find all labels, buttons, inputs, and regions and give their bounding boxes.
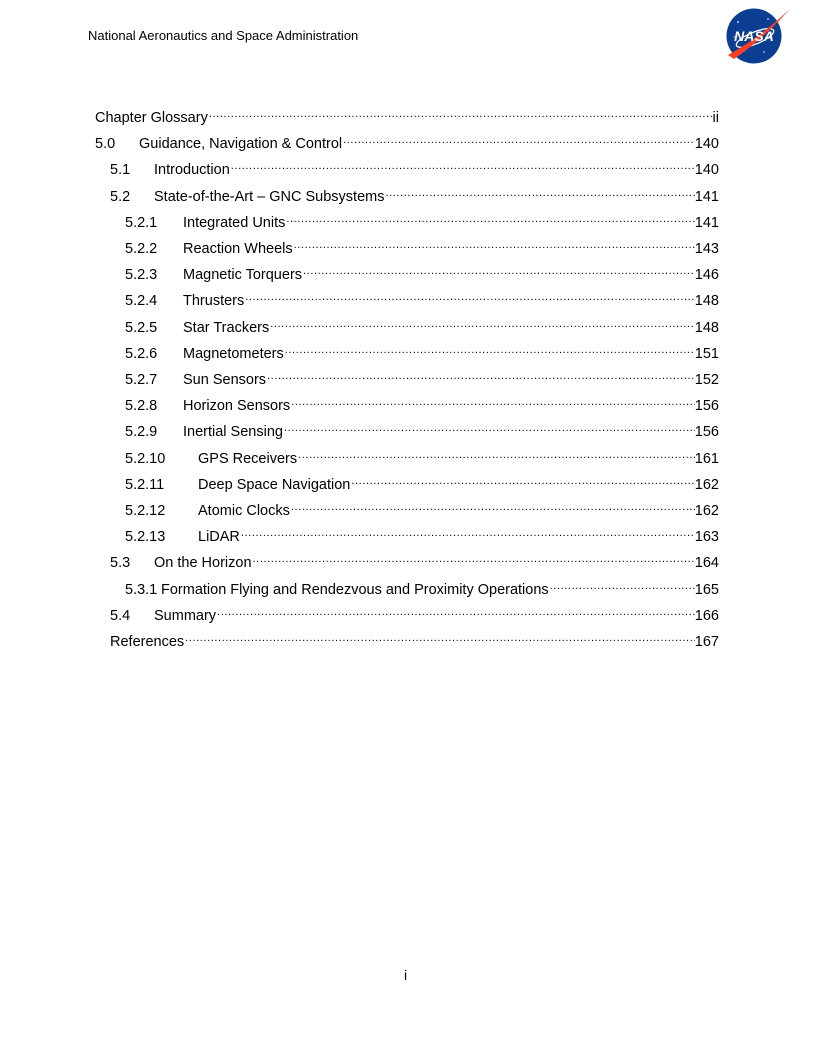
toc-entry[interactable] (125, 338, 719, 362)
toc-entry-page[interactable]: 163 (694, 529, 719, 546)
toc-entry-number: 5.2.3 (125, 267, 158, 284)
toc-entry-page[interactable]: 152 (694, 372, 719, 388)
toc-dot-leader (208, 102, 713, 122)
toc-entry-page[interactable]: 151 (694, 345, 719, 362)
toc-entry[interactable] (125, 469, 719, 493)
toc-entry-number: 5.2.4 (125, 293, 158, 310)
toc-entry-page[interactable]: 161 (694, 450, 719, 467)
toc-entry-page[interactable]: 162 (694, 476, 719, 493)
toc-entry-page[interactable]: 167 (694, 634, 719, 650)
toc-dot-leader (342, 128, 695, 148)
toc-dot-leader (240, 521, 695, 541)
toc-entry-title[interactable]: Chapter Glossary (95, 110, 208, 126)
toc-dot-leader (290, 495, 695, 515)
toc-entry[interactable] (125, 285, 719, 310)
toc-entry[interactable] (110, 626, 719, 650)
toc-dot-leader (266, 364, 695, 384)
toc-entry-title[interactable]: Formation Flying and Rendezvous and Proximity Operations (161, 581, 549, 598)
toc-entry-number: 5.2.11 (125, 476, 165, 493)
toc-entry[interactable] (125, 259, 719, 284)
toc-entry-number: 5.3 (110, 555, 131, 572)
toc-entry[interactable] (125, 574, 719, 598)
toc-entry-number: 5.2.6 (125, 345, 158, 362)
toc-dot-leader (269, 312, 695, 332)
toc-entry[interactable] (125, 207, 719, 231)
toc-entry-number: 5.2.7 (125, 372, 158, 388)
toc-entry-number: 5.2.13 (125, 529, 166, 546)
toc-entry-number: 5.2.9 (125, 424, 158, 441)
toc-entry[interactable] (125, 495, 719, 519)
toc-entry[interactable] (125, 233, 719, 257)
toc-entry-page[interactable]: 143 (694, 241, 719, 257)
toc-entry-title[interactable]: Star Trackers (183, 319, 270, 336)
toc-entry[interactable] (110, 600, 719, 624)
toc-entry-title[interactable]: Magnetic Torquers (183, 267, 303, 284)
toc-entry-title[interactable]: LiDAR (198, 529, 240, 546)
toc-dot-leader (216, 600, 695, 620)
toc-entry-page[interactable]: 140 (694, 136, 719, 153)
toc-dot-leader (285, 207, 694, 227)
toc-entry-title[interactable]: Inertial Sensing (183, 424, 283, 441)
toc-dot-leader (302, 259, 695, 279)
toc-entry-title[interactable]: Summary (154, 607, 217, 624)
toc-entry-number: 5.3.1 (125, 581, 158, 598)
toc-entry[interactable] (125, 416, 719, 441)
toc-entry-number: 5.2.1 (125, 214, 158, 231)
header-organization: National Aeronautics and Space Administration (88, 28, 359, 43)
toc-entry[interactable] (110, 154, 719, 179)
page-number: i (404, 967, 408, 983)
toc-entry-page[interactable]: 148 (694, 319, 719, 336)
toc-entry-page[interactable]: 162 (694, 503, 719, 519)
toc-entry-page[interactable]: 141 (694, 188, 719, 205)
toc-entry-page[interactable]: 166 (694, 607, 719, 624)
toc-entry-title[interactable]: Guidance, Navigation & Control (139, 136, 343, 153)
toc-entry-title[interactable]: Sun Sensors (183, 372, 267, 388)
toc-entry[interactable] (125, 443, 719, 467)
toc-entry-page[interactable]: 141 (694, 214, 719, 231)
toc-entry[interactable] (125, 312, 719, 336)
toc-entry-number: 5.4 (110, 607, 131, 624)
toc-dot-leader (244, 285, 695, 305)
toc-entry-number: 5.1 (110, 162, 131, 179)
toc-dot-leader (184, 626, 695, 646)
toc-entry-title[interactable]: Horizon Sensors (183, 398, 291, 415)
toc-entry[interactable] (125, 390, 719, 415)
toc-dot-leader (290, 390, 695, 410)
toc-entry-number: 5.2 (110, 188, 131, 205)
toc-dot-leader (230, 154, 695, 174)
toc-entry-title[interactable]: GPS Receivers (198, 450, 298, 467)
toc-entry[interactable] (110, 181, 719, 205)
toc-dot-leader (549, 574, 695, 594)
toc-entry-page[interactable]: 140 (694, 162, 719, 179)
toc-dot-leader (252, 547, 695, 567)
toc-entry-number: 5.2.8 (125, 398, 158, 415)
toc-entry[interactable] (95, 102, 719, 126)
toc-entry-title[interactable]: Reaction Wheels (183, 241, 293, 257)
toc-dot-leader (384, 181, 694, 201)
toc-entry[interactable] (125, 364, 719, 388)
toc-entry-title[interactable]: Deep Space Navigation (198, 476, 351, 493)
toc-entry[interactable] (110, 547, 719, 572)
toc-entry-number: 5.2.2 (125, 241, 158, 257)
toc-entry-title[interactable]: On the Horizon (154, 555, 252, 572)
toc-entry-title[interactable]: Introduction (154, 162, 230, 179)
toc-entry-page[interactable]: 156 (694, 398, 719, 415)
toc-dot-leader (284, 338, 695, 358)
nasa-logo-text: NASA (734, 28, 774, 44)
toc-dot-leader (293, 233, 695, 253)
toc-entry-title[interactable]: State-of-the-Art – GNC Subsystems (154, 188, 385, 205)
toc-entry-number: 5.2.10 (125, 450, 166, 467)
toc-entry-title[interactable]: Atomic Clocks (198, 503, 290, 519)
toc-entry-number: 5.2.5 (125, 319, 158, 336)
toc-entry-title[interactable]: References (110, 634, 185, 650)
toc-dot-leader (297, 443, 695, 463)
toc-entry-title[interactable]: Thrusters (183, 293, 245, 310)
toc-entry-page[interactable]: 148 (694, 293, 719, 310)
toc-entry-page[interactable]: 164 (694, 555, 719, 572)
toc-entry-number: 5.0 (95, 136, 116, 153)
toc-entry-page[interactable]: 156 (694, 424, 719, 441)
toc-entry-number: 5.2.12 (125, 503, 166, 519)
toc-dot-leader (350, 469, 694, 489)
toc-entry-page[interactable]: ii (712, 110, 719, 126)
toc-entry-title[interactable]: Integrated Units (183, 214, 286, 231)
toc-dot-leader (283, 416, 695, 436)
toc-entry[interactable] (125, 521, 719, 546)
toc-entry-title[interactable]: Magnetometers (183, 345, 284, 362)
toc-entry-page[interactable]: 146 (694, 267, 719, 284)
toc-entry[interactable] (95, 128, 719, 153)
toc-entry-page[interactable]: 165 (694, 581, 719, 598)
